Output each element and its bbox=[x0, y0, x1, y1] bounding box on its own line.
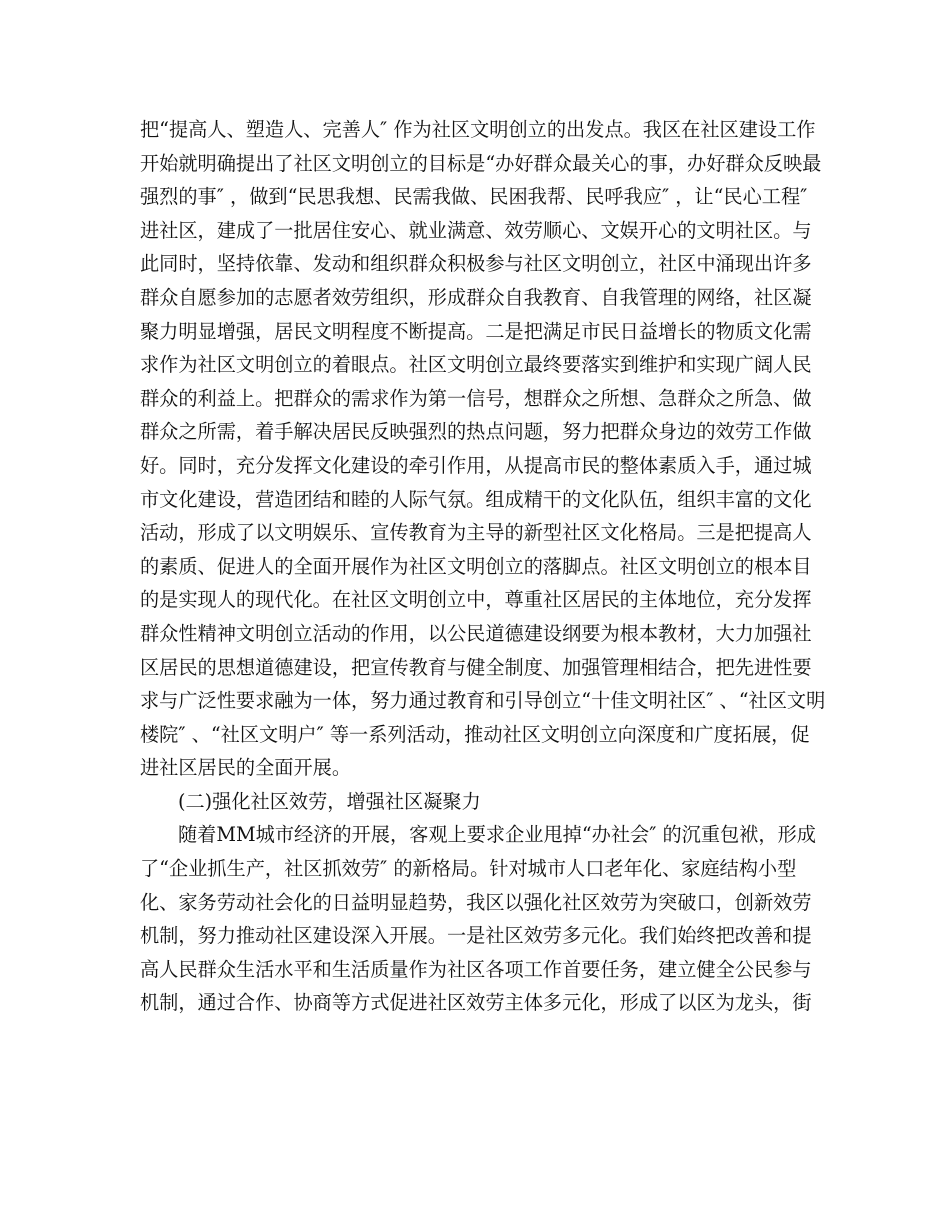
text-line: 求与广泛性要求融为一体，努力通过教育和引导创立“十佳文明社区″ 、“社区文明 bbox=[140, 689, 826, 713]
text-line: 群众自愿参加的志愿者效劳组织，形成群众自我教育、自我管理的网络，社区凝 bbox=[140, 285, 812, 309]
text-line: 开始就明确提出了社区文明创立的目标是“办好群众最关心的事，办好群众反映最 bbox=[140, 151, 822, 175]
text-line: 活动，形成了以文明娱乐、宣传教育为主导的新型社区文化格局。三是把提高人 bbox=[140, 521, 812, 545]
text-line: 群众性精神文明创立活动的作用，以公民道德建设纲要为根本教材，大力加强社 bbox=[140, 621, 812, 645]
text-line: 的是实现人的现代化。在社区文明创立中，尊重社区居民的主体地位，充分发挥 bbox=[140, 588, 812, 612]
text-line: 机制，努力推动社区建设深入开展。一是社区效劳多元化。我们始终把改善和提 bbox=[140, 924, 812, 948]
text-line: 的素质、促进人的全面开展作为社区文明创立的落脚点。社区文明创立的根本目 bbox=[140, 554, 812, 578]
text-line: 求作为社区文明创立的着眼点。社区文明创立最终要落实到维护和实现广阔人民 bbox=[140, 353, 812, 377]
text-line: 市文化建设，营造团结和睦的人际气氛。组成精干的文化队伍，组织丰富的文化 bbox=[140, 487, 812, 511]
text-line: 楼院″ 、“社区文明户″ 等一系列活动，推动社区文明创立向深度和广度拓展，促 bbox=[140, 722, 810, 746]
text-line: 把“提高人、塑造人、完善人″ 作为社区文明创立的出发点。我区在社区建设工作 bbox=[140, 118, 816, 141]
text-line: 了“企业抓生产，社区抓效劳″ 的新格局。针对城市人口老年化、家庭结构小型 bbox=[140, 857, 797, 881]
text-line: 群众的利益上。把群众的需求作为第一信号，想群众之所想、急群众之所急、做 bbox=[140, 386, 812, 410]
paragraph-first-line: 随着MM城市经济的开展，客观上要求企业甩掉“办社会″ 的沉重包袱，形成 bbox=[178, 823, 816, 847]
text-line: 进社区，建成了一批居住安心、就业满意、效劳顺心、文娱开心的文明社区。与 bbox=[140, 218, 812, 242]
text-line: 进社区居民的全面开展。 bbox=[140, 756, 352, 780]
text-line: 好。同时，充分发挥文化建设的牵引作用，从提高市民的整体素质入手，通过城 bbox=[140, 453, 812, 477]
text-line: 群众之所需，着手解决居民反映强烈的热点问题，努力把群众身边的效劳工作做 bbox=[140, 420, 812, 444]
paragraph-first-line: (二)强化社区效劳，增强社区凝聚力 bbox=[178, 789, 481, 813]
text-line: 高人民群众生活水平和生活质量作为社区各项工作首要任务，建立健全公民参与 bbox=[140, 957, 812, 981]
text-line: 此同时，坚持依靠、发动和组织群众积极参与社区文明创立，社区中涌现出许多 bbox=[140, 252, 812, 276]
text-line: 强烈的事″ ，做到“民思我想、民需我做、民困我帮、民呼我应″ ，让“民心工程″ bbox=[140, 185, 808, 209]
text-line: 机制，通过合作、协商等方式促进社区效劳主体多元化，形成了以区为龙头，街 bbox=[140, 991, 812, 1015]
text-line: 聚力明显增强，居民文明程度不断提高。二是把满足市民日益增长的物质文化需 bbox=[140, 319, 812, 343]
document-body bbox=[140, 113, 826, 1020]
text-line: 化、家务劳动社会化的日益明显趋势，我区以强化社区效劳为突破口，创新效劳 bbox=[140, 890, 812, 914]
text-line: 区居民的思想道德建设，把宣传教育与健全制度、加强管理相结合，把先进性要 bbox=[140, 655, 812, 679]
